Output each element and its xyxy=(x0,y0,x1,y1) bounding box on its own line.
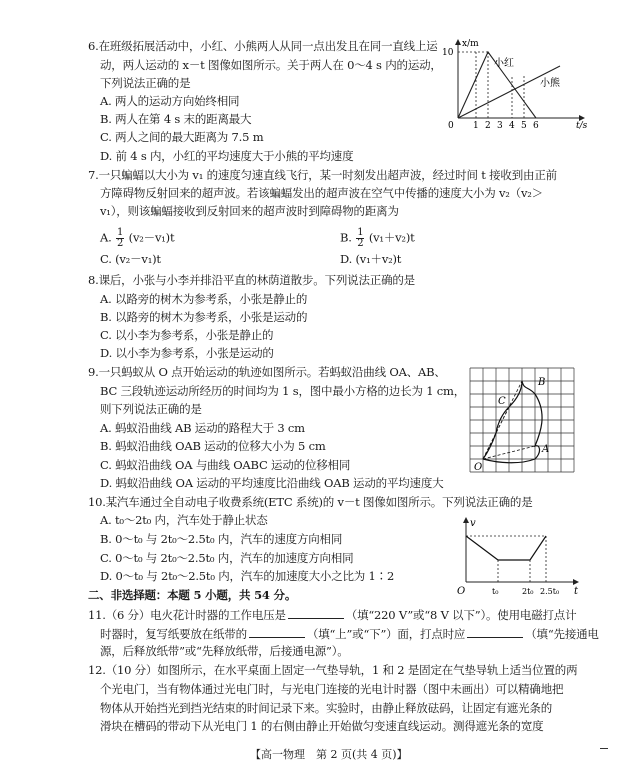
q6-graph-xtick: 5 xyxy=(521,121,527,131)
fraction-numerator: 1 xyxy=(117,227,124,238)
fraction-numerator: 1 xyxy=(357,227,364,238)
q6-graph-xlabel: t/s xyxy=(576,121,588,131)
q9-option-a: A. 蚂蚁沿曲线 AB 运动的路程大于 3 cm xyxy=(100,421,305,435)
q9-point-b: B xyxy=(538,377,546,388)
fraction-denominator: 2 xyxy=(117,238,124,249)
q11-text-2c: （填“先接通电 xyxy=(525,627,599,641)
q11-blank-voltage xyxy=(288,606,344,619)
q7-option-b xyxy=(340,228,415,249)
q10-graph-xlabel: t xyxy=(574,586,579,597)
q12-line3: 物体从开始挡光到挡光结束的时间记录下来。实验时，由静止释放砝码，让固定有遮光条的 xyxy=(100,701,552,715)
q10-option-c: C. 0～t₀ 与 2t₀～2.5t₀ 内，汽车的加速度方向相同 xyxy=(100,551,354,565)
q9-point-o: O xyxy=(474,462,483,473)
q6-graph-label-bear: 小熊 xyxy=(540,78,560,89)
q7-option-c: C. (v₂－v₁)t xyxy=(100,252,161,266)
q7-stem-line2: 方障碍物反射回来的超声波。若该蝙蝠发出的超声波在空气中传播的速度大小为 v₂（v₂＞ xyxy=(100,186,543,200)
q12-line2: 个光电门，当有物体通过光电门时，与光电门连接的光电计时器（图中未画出）可以精确地把 xyxy=(100,682,564,696)
q6-option-c: C. 两人之间的最大距离为 7.5 m xyxy=(100,130,264,144)
q10-graph-ylabel: v xyxy=(470,518,476,529)
q8-option-a: A. 以路旁的树木为参考系，小张是静止的 xyxy=(100,292,308,306)
q6-graph-xtick: 3 xyxy=(497,121,503,131)
q10-graph-tick: t₀ xyxy=(492,587,499,596)
q10-option-d: D. 0～t₀ 与 2t₀～2.5t₀ 内，汽车的加速度大小之比为 1∶2 xyxy=(100,569,395,583)
q11-line3: 源，后释放纸带”或“先释放纸带，后接通电源”）。 xyxy=(100,644,349,658)
q12-line4: 滑块在槽码的带动下从光电门 1 的右侧由静止开始做匀变速直线运动。测得遮光条的宽度 xyxy=(100,719,544,733)
q6-graph-xtick: 1 xyxy=(473,121,479,131)
q6-graph-y10: 10 xyxy=(442,48,454,58)
q9-point-a: A xyxy=(542,444,550,455)
q11-text-2b: （填“上”或“下”）面，打点时应 xyxy=(306,627,466,641)
q9-stem-line2: BC 三段轨迹运动所经历的时间均为 1 s，图中最小方格的边长为 1 cm， xyxy=(100,384,466,398)
q7-option-a xyxy=(100,228,174,249)
q7-option-a-expr: (v₂－v₁)t xyxy=(128,230,175,245)
page-footer: 【高一物理 第 2 页(共 4 页)】 xyxy=(250,748,408,761)
q10-stem: 10.某汽车通过全自动电子收费系统(ETC 系统)的 v－t 图像如图所示。下列说法正确的是 xyxy=(88,495,533,509)
q10-graph-tick: 2t₀ xyxy=(522,587,534,596)
q7-option-b-fraction xyxy=(356,228,364,249)
q6-graph-ylabel: x/m xyxy=(462,39,479,49)
section-2-heading: 二、非选择题：本题 5 小题，共 54 分。 xyxy=(88,588,297,602)
q7-option-d: D. (v₁＋v₂)t xyxy=(340,252,402,266)
q8-option-c: C. 以小李为参考系，小张是静止的 xyxy=(100,328,274,342)
q7-option-b-label: B. xyxy=(340,230,352,245)
q7-option-a-label: A. xyxy=(100,230,112,245)
q8-option-b: B. 以路旁的树木为参考系，小张是运动的 xyxy=(100,310,308,324)
q11-line2 xyxy=(100,625,599,643)
q9-stem-line1: 9.一只蚂蚁从 O 点开始运动的轨迹如图所示。若蚂蚁沿曲线 OA、AB、 xyxy=(88,365,446,379)
q6-option-d: D. 前 4 s 内，小红的平均速度大于小熊的平均速度 xyxy=(100,149,354,163)
q9-trajectory-grid xyxy=(462,364,576,476)
q6-stem-line2: 动，两人运动的 x－t 图像如图所示。关于两人在 0～4 s 内的运动， xyxy=(100,58,442,72)
q7-option-a-fraction xyxy=(116,228,124,249)
q11-text-2a: 时器时，复写纸要放在纸带的 xyxy=(100,627,247,641)
q7-stem-line3: v₁），则该蝙蝠接收到反射回来的超声波时到障碍物的距离为 xyxy=(100,204,399,218)
q8-option-d: D. 以小李为参考系，小张是运动的 xyxy=(100,346,274,360)
q6-option-b: B. 两人在第 4 s 末的距离最大 xyxy=(100,112,252,126)
q11-line1 xyxy=(88,606,576,624)
q10-option-b: B. 0～t₀ 与 2t₀～2.5t₀ 内，汽车的速度方向相同 xyxy=(100,532,343,546)
q12-line1: 12.（10 分）如图所示，在水平桌面上固定一气垫导轨，1 和 2 是固定在气垫导轨上适当位置的两 xyxy=(88,663,578,677)
q6-graph-origin: 0 xyxy=(448,121,454,131)
q6-graph-xtick: 6 xyxy=(533,121,539,131)
q11-text-1a: 11.（6 分）电火花计时器的工作电压是 xyxy=(88,608,286,622)
footer-dash xyxy=(600,748,608,749)
q9-option-c: C. 蚂蚁沿曲线 OA 与曲线 OABC 运动的位移相同 xyxy=(100,458,351,472)
q9-stem-line3: 则下列说法正确的是 xyxy=(100,402,202,416)
q6-option-a: A. 两人的运动方向始终相同 xyxy=(100,94,240,108)
q9-option-d: D. 蚂蚁沿曲线 OA 运动的平均速度比沿曲线 OAB 运动的平均速度大 xyxy=(100,476,444,490)
q11-text-1b: （填“220 V”或“8 V 以下”）。使用电磁打点计 xyxy=(345,608,577,622)
q6-stem-line1: 6.在班级拓展活动中，小红、小熊两人从同一点出发且在同一直线上运 xyxy=(88,39,438,53)
q9-point-c: C xyxy=(498,396,506,407)
fraction-denominator: 2 xyxy=(357,238,364,249)
q11-blank-paper-side xyxy=(249,625,305,638)
q6-graph-label-red: 小红 xyxy=(494,58,514,69)
q7-option-b-expr: (v₁＋v₂)t xyxy=(368,230,415,245)
q8-stem: 8.课后，小张与小李并排沿平直的林荫道散步。下列说法正确的是 xyxy=(88,273,415,287)
q6-graph-xtick: 2 xyxy=(485,121,491,131)
q11-blank-order xyxy=(467,625,523,638)
q10-vt-graph xyxy=(454,514,584,598)
q6-stem-line3: 下列说法正确的是 xyxy=(100,76,191,90)
q6-xt-graph xyxy=(438,36,598,132)
q10-graph-origin: O xyxy=(457,586,466,597)
q10-graph-tick: 2.5t₀ xyxy=(540,587,560,596)
q9-option-b: B. 蚂蚁沿曲线 OAB 运动的位移大小为 5 cm xyxy=(100,439,326,453)
q6-graph-xtick: 4 xyxy=(509,121,515,131)
q10-option-a: A. t₀～2t₀ 内，汽车处于静止状态 xyxy=(100,513,268,527)
q7-stem-line1: 7.一只蝙蝠以大小为 v₁ 的速度匀速直线飞行，某一时刻发出超声波，经过时间 t 接收到由正前 xyxy=(88,168,557,182)
